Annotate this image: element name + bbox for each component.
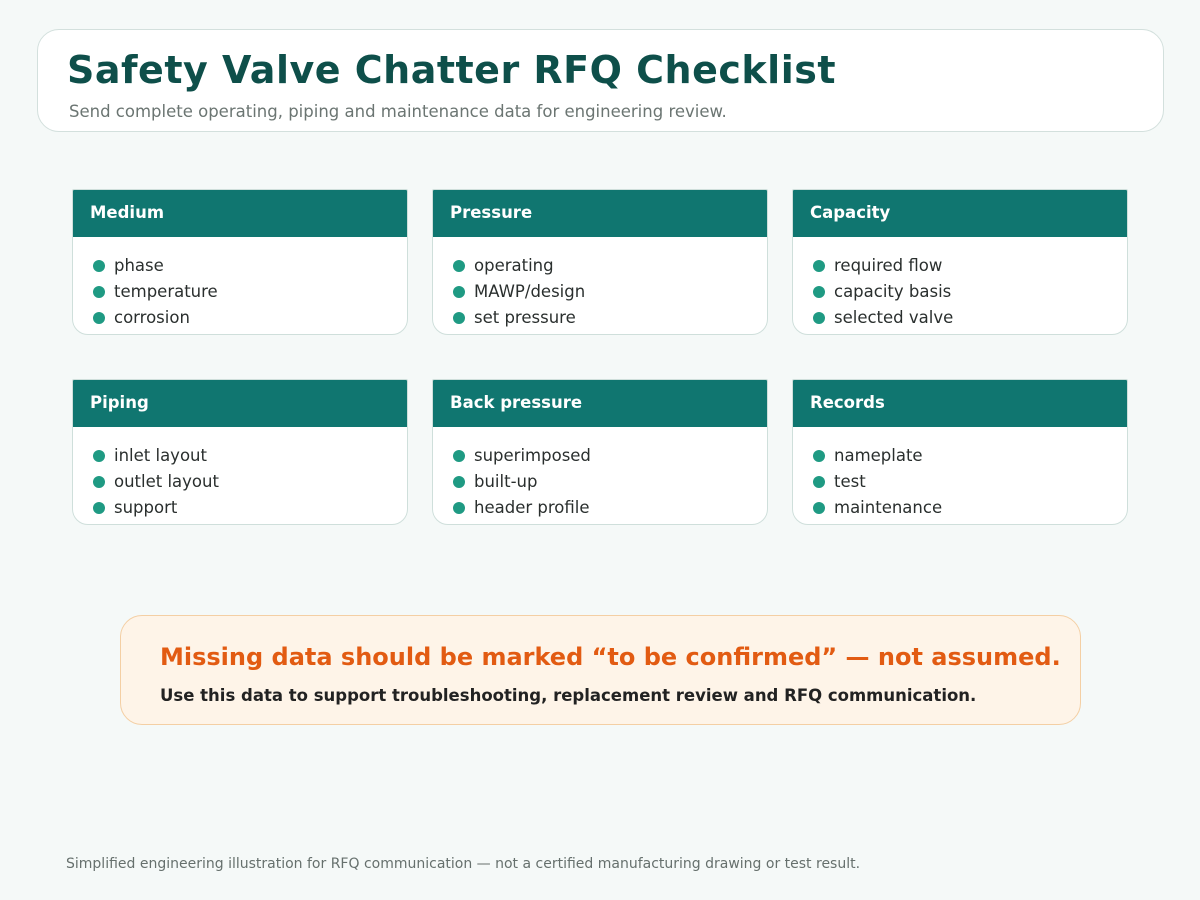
list-item xyxy=(793,471,1127,497)
bullet-dot-icon xyxy=(453,312,465,324)
card-list xyxy=(433,237,767,333)
list-item xyxy=(433,307,767,333)
bullet-dot-icon xyxy=(813,476,825,488)
list-item xyxy=(73,445,407,471)
list-item-label: temperature xyxy=(114,282,218,301)
list-item-label: support xyxy=(114,498,178,517)
list-item-label: outlet layout xyxy=(114,472,219,491)
list-item-label: operating xyxy=(474,256,554,275)
list-item xyxy=(73,497,407,523)
bullet-dot-icon xyxy=(453,450,465,462)
list-item xyxy=(793,497,1127,523)
checklist-card-back-pressure xyxy=(432,379,768,525)
checklist-card-medium xyxy=(72,189,408,335)
list-item xyxy=(433,471,767,497)
checklist-card-piping xyxy=(72,379,408,525)
card-title: Piping xyxy=(73,380,407,427)
checklist-card-pressure xyxy=(432,189,768,335)
list-item-label: built-up xyxy=(474,472,538,491)
footer-disclaimer: Simplified engineering illustration for RFQ communication — not a certified manufacturing drawing or test result. xyxy=(66,856,861,872)
list-item-label: inlet layout xyxy=(114,446,207,465)
bullet-dot-icon xyxy=(453,502,465,514)
bullet-dot-icon xyxy=(93,260,105,272)
card-title: Back pressure xyxy=(433,380,767,427)
card-list xyxy=(793,427,1127,523)
bullet-dot-icon xyxy=(453,260,465,272)
card-title: Records xyxy=(793,380,1127,427)
bullet-dot-icon xyxy=(93,502,105,514)
list-item-label: test xyxy=(834,472,866,491)
list-item-label: capacity basis xyxy=(834,282,952,301)
bullet-dot-icon xyxy=(813,286,825,298)
list-item-label: superimposed xyxy=(474,446,591,465)
warning-note-panel xyxy=(120,615,1081,725)
bullet-dot-icon xyxy=(93,450,105,462)
page-title: Safety Valve Chatter RFQ Checklist xyxy=(67,48,837,92)
list-item xyxy=(433,445,767,471)
bullet-dot-icon xyxy=(813,502,825,514)
bullet-dot-icon xyxy=(93,312,105,324)
bullet-dot-icon xyxy=(453,286,465,298)
page-subtitle: Send complete operating, piping and maintenance data for engineering review. xyxy=(69,102,727,121)
bullet-dot-icon xyxy=(813,260,825,272)
list-item xyxy=(73,471,407,497)
warning-note-text: Use this data to support troubleshooting, replacement review and RFQ communication. xyxy=(160,686,977,705)
bullet-dot-icon xyxy=(93,476,105,488)
card-list xyxy=(793,237,1127,333)
list-item xyxy=(73,281,407,307)
list-item-label: header profile xyxy=(474,498,590,517)
list-item xyxy=(73,307,407,333)
bullet-dot-icon xyxy=(453,476,465,488)
list-item xyxy=(433,497,767,523)
list-item xyxy=(793,307,1127,333)
bullet-dot-icon xyxy=(93,286,105,298)
list-item xyxy=(793,281,1127,307)
header-panel xyxy=(37,29,1164,132)
list-item-label: maintenance xyxy=(834,498,943,517)
list-item-label: MAWP/design xyxy=(474,282,586,301)
list-item-label: selected valve xyxy=(834,308,954,327)
card-list xyxy=(433,427,767,523)
list-item-label: required flow xyxy=(834,256,943,275)
list-item xyxy=(793,255,1127,281)
card-title: Pressure xyxy=(433,190,767,237)
checklist-card-capacity xyxy=(792,189,1128,335)
card-list xyxy=(73,427,407,523)
list-item-label: set pressure xyxy=(474,308,576,327)
list-item xyxy=(73,255,407,281)
card-title: Capacity xyxy=(793,190,1127,237)
bullet-dot-icon xyxy=(813,312,825,324)
card-title: Medium xyxy=(73,190,407,237)
checklist-card-records xyxy=(792,379,1128,525)
list-item-label: phase xyxy=(114,256,164,275)
list-item-label: corrosion xyxy=(114,308,190,327)
bullet-dot-icon xyxy=(813,450,825,462)
card-list xyxy=(73,237,407,333)
list-item-label: nameplate xyxy=(834,446,923,465)
list-item xyxy=(793,445,1127,471)
list-item xyxy=(433,255,767,281)
list-item xyxy=(433,281,767,307)
warning-note-title: Missing data should be marked “to be confirmed” — not assumed. xyxy=(160,643,1061,671)
